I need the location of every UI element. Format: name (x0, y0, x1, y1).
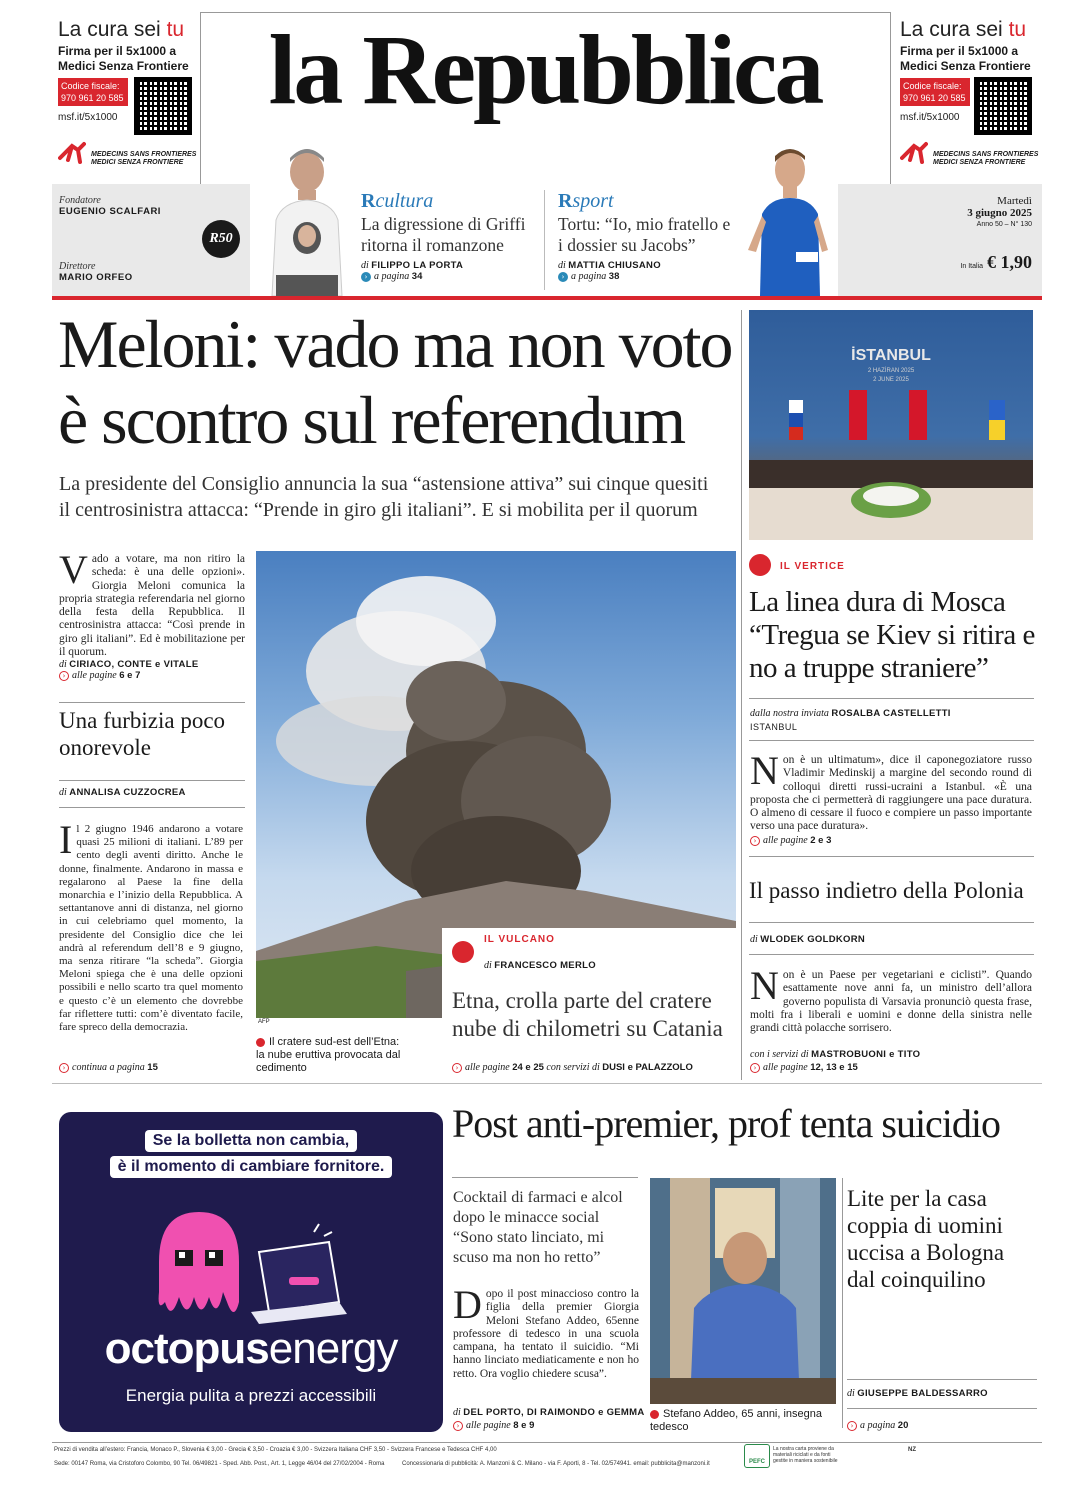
opinion-author: ANNALISA CUZZOCREA (69, 787, 186, 798)
teaser-sport[interactable] (558, 190, 738, 282)
director (59, 261, 133, 283)
founder-label: Fondatore (59, 195, 101, 206)
prof-byline (453, 1407, 645, 1418)
ad-title: La cura sei (900, 18, 1009, 41)
lead-deck-line: La presidente del Consiglio annuncia la sua “astensione attiva” sui cinque quesiti (59, 473, 709, 495)
etna-caption-text: Il cratere sud-est dell’Etna: la nube eruttiva provocata dal cedimento (256, 1036, 401, 1074)
byline-prefix: di (453, 1407, 461, 1418)
prof-deck: Cocktail di farmaci e alcol dopo le minacce social “Sono stato linciato, mi scuso ma non ho retto” (453, 1189, 623, 1266)
prof-photo[interactable] (650, 1178, 836, 1404)
msf-runner-icon (900, 140, 928, 164)
lead-byline: CIRIACO, CONTE e VITALE (69, 659, 199, 670)
price-label: In Italia (960, 263, 983, 270)
volcano-refs[interactable] (452, 1062, 693, 1073)
photo-sign: İSTANBUL (851, 347, 931, 364)
prof-headline[interactable]: Post anti-premier, prof tenta suicidio (452, 1101, 1001, 1146)
issue-date: 3 giugno 2025 (967, 207, 1032, 219)
page-number: 34 (411, 271, 423, 282)
pefc-logo: PEFC (744, 1444, 770, 1468)
bologna-title[interactable]: Lite per la casa coppia di uomini uccisa a Bologna dal coinquilino (847, 1186, 1005, 1292)
ad-octopus-line: è il momento di cambiare fornitore. (110, 1156, 393, 1178)
page-number: 12, 13 e 15 (810, 1062, 858, 1073)
ad-line: Medici Senza Frontiere (900, 59, 1031, 73)
section-rule (52, 1083, 1042, 1084)
byline-prefix: di (558, 260, 566, 271)
qr-code-icon (974, 77, 1032, 135)
rule (847, 1379, 1037, 1380)
caption-dot-icon (650, 1410, 659, 1419)
prof-body (453, 1282, 639, 1381)
page-number: 38 (608, 271, 620, 282)
page-prefix: a pagina (860, 1420, 896, 1431)
summit-body-text: on è un ultimatum», dice il caponegoziatore russo Vladimir Medinskij a margine del secondo round di colloqui diretti russi-ucraini a Istanbul. «È una proposta che ci permetterà di raggiungere una pace duratura. O almeno di cessare il fuoco e compiere un passo importante verso una pace duratura». (750, 754, 1032, 833)
prof-refs[interactable] (453, 1420, 534, 1431)
teaser-divider (544, 190, 545, 290)
brand-octopus: octopus (104, 1324, 269, 1373)
msf-org: MEDECINS SANS FRONTIERES (91, 151, 197, 158)
section-r: R (558, 190, 573, 212)
rule (749, 954, 1034, 955)
photo-sign-sub: 2 HAZİRAN 2025 (867, 368, 915, 374)
section-name: sport (572, 190, 614, 212)
footer-sede: Sede: 00147 Roma, via Cristoforo Colombo, 90 Tel. 06/49821 - Sped. Abb. Post., Art. 1, Legge 46/04 del 27/02/2004 - Roma (54, 1461, 385, 1467)
volcano-kicker: IL VULCANO (484, 934, 555, 945)
ad-line: Firma per il 5x1000 a (900, 44, 1019, 58)
service-authors: DUSI e PALAZZOLO (602, 1062, 693, 1073)
qr-code-icon (134, 77, 192, 135)
byline-prefix: di (750, 934, 758, 945)
msf-runner-icon (58, 140, 86, 164)
poland-body (750, 963, 1032, 1035)
byline-prefix: di (484, 960, 492, 971)
page-prefix: alle pagine (465, 1062, 510, 1073)
services-prefix: con i servizi di (750, 1049, 809, 1060)
ad-code-label: Codice fiscale: (903, 81, 962, 91)
photo-credit: AFP (258, 1019, 270, 1025)
price: € 1,90 (987, 252, 1032, 272)
newspaper-icon (749, 554, 771, 576)
ad-line: Medici Senza Frontiere (58, 59, 189, 73)
ad-line: Firma per il 5x1000 a (58, 44, 177, 58)
summit-byline (750, 708, 951, 719)
summit-title[interactable]: La linea dura di Mosca “Tregua se Kiev si ritira e no a truppe straniere” (749, 586, 1035, 684)
poland-title[interactable]: Il passo indietro della Polonia (749, 878, 1024, 903)
arrow-icon: › (453, 1421, 463, 1431)
footer-rule (52, 1442, 1042, 1443)
footer-concessionaria: Concessionaria di pubblicità: A. Manzoni & C. Milano - via F. Aporti, 8 - Tel. 02/574941. email: pubblicita@manzoni.it (402, 1461, 710, 1467)
prof-authors: DEL PORTO, DI RAIMONDO e GEMMA (463, 1407, 645, 1418)
opinion-byline (59, 787, 186, 798)
lead-headline[interactable] (58, 306, 748, 458)
newspaper-icon (452, 941, 474, 963)
brand-energy: energy (268, 1324, 398, 1373)
istanbul-photo[interactable] (749, 310, 1033, 540)
volcano-byline (484, 960, 596, 971)
issue-info (850, 195, 1032, 273)
byline-prefix: di (361, 260, 369, 271)
dropcap: V (59, 547, 88, 592)
ad-title: La cura sei (58, 18, 167, 41)
page-prefix: a pagina (374, 271, 410, 282)
summit-body (750, 748, 1032, 834)
dropcap: D (453, 1282, 482, 1327)
opinion-body-text: l 2 giugno 1946 andarono a votare quasi 25 milioni di italiani. L’89 per cento degli aventi diritto. Anche le donne, finalmente. Andarono in massa e regalarono al Paese la fine della monarchia e l’inizio della Repubblica. A settantanove anni di distanza, nel giorno in cui celebriamo quel momento, la presidente del Consiglio dice che lei andrà al referendum dell’8 e 9 giugno, ma senza ritirare “la scheda”. Giorgia Meloni spiega che è una delle opzioni possibili e nello scarto tra quel momento e questo c’è un elemento che dovrebbe far riflettere tutti: com’è diventato facile, fare spreco della democrazia. (59, 823, 243, 1034)
prof-body-text: opo il post minaccioso contro la figlia della premier Giorgia Meloni Stefano Addeo, 65enne professore di tedesco in una scuola campana, ha tentato il suicidio. “Mi hanno linciato mediaticamente e non ho retto. Ora voglio chiedere scusa”. (453, 1288, 639, 1380)
founder (59, 195, 161, 217)
ad-octopus-line: Se la bolletta non cambia, (145, 1130, 358, 1152)
dropcap: N (750, 963, 779, 1008)
photo-sign-sub: 2 JUNE 2025 (873, 377, 909, 383)
ad-url: msf.it/5x1000 (58, 112, 118, 123)
arrow-icon: › (750, 1063, 760, 1073)
teaser-cultura[interactable] (361, 190, 541, 282)
column-rule (741, 310, 742, 1080)
dropcap: I (59, 817, 73, 862)
rule (749, 740, 1034, 741)
rule (59, 807, 245, 808)
prof-caption (650, 1408, 836, 1434)
page-prefix: alle pagine (72, 670, 117, 681)
msf-org: MEDICI SENZA FRONTIERE (91, 159, 184, 166)
teaser-author: MATTIA CHIUSANO (568, 260, 661, 271)
page-number: 24 e 25 (512, 1062, 544, 1073)
arrow-icon: › (452, 1063, 462, 1073)
rule (749, 698, 1034, 699)
caption-dot-icon (256, 1038, 265, 1047)
arrow-icon: › (750, 836, 760, 846)
page-number: 20 (897, 1420, 909, 1431)
arrow-icon: › (59, 671, 69, 681)
ad-title-accent: tu (1008, 18, 1027, 41)
msf-org: MEDECINS SANS FRONTIERES (933, 151, 1039, 158)
footer-nz: NZ (908, 1447, 916, 1453)
poland-services (750, 1049, 920, 1060)
volcano-title: Etna, crolla parte del cratere nube di chilometri su Catania (452, 988, 723, 1041)
page-prefix: alle pagine (466, 1420, 511, 1431)
lead-deck (59, 471, 749, 523)
header-red-rule (52, 296, 1042, 300)
summit-kicker: IL VERTICE (780, 561, 845, 572)
rule (59, 780, 245, 781)
pefc-text: La nostra carta proviene da materiali riciclati e da fonti gestite in maniera sostenibile (773, 1446, 838, 1464)
byline-prefix: di (847, 1388, 855, 1399)
etna-caption (256, 1036, 406, 1075)
bologna-author: GIUSEPPE BALDESSARRO (857, 1388, 988, 1399)
section-name: cultura (375, 190, 434, 212)
page-number: 15 (147, 1062, 158, 1073)
poland-byline (750, 934, 865, 945)
poland-refs[interactable] (750, 1062, 858, 1073)
ad-octopus-tagline: Energia pulita a prezzi accessibili (125, 1386, 377, 1405)
rule (59, 702, 245, 703)
teaser-photo-author (262, 140, 352, 296)
footer-prices: Prezzi di vendita all’estero: Francia, Monaco P., Slovenia € 3,00 - Grecia € 3,50 - Croazia € 3,00 - Svizzera Italiana CHF 3,50 - Svizzera Francese e Tedesca CHF 4,00 (54, 1447, 497, 1453)
page-prefix: continua a pagina (72, 1062, 145, 1073)
rule (452, 1177, 638, 1178)
section-r: R (361, 190, 376, 212)
issue-weekday: Martedì (997, 195, 1032, 207)
poland-service-authors: MASTROBUONI e TITO (811, 1049, 921, 1060)
octopus-logo (79, 1324, 423, 1374)
header-rule (890, 12, 891, 184)
lead-headline-line: Meloni: vado ma non voto (58, 306, 732, 382)
page-number[interactable]: 6 e 7 (119, 670, 141, 681)
teaser-photo-athlete (740, 140, 836, 296)
bologna-byline (847, 1388, 988, 1399)
ad-code-value: 970 961 20 585 (903, 93, 966, 103)
page-number: 2 e 3 (810, 835, 832, 846)
arrow-icon: › (847, 1421, 857, 1431)
director-name: MARIO ORFEO (59, 272, 133, 283)
octopus-mascot-icon (139, 1192, 379, 1332)
lead-body (59, 547, 245, 659)
ad-title-accent: tu (166, 18, 185, 41)
arrow-icon: › (558, 272, 568, 282)
poland-author: WLODEK GOLDKORN (760, 934, 866, 945)
r50-badge: R50 (202, 220, 240, 258)
teaser-title: Tortu: “Io, mio fratello e i dossier su Jacobs” (558, 214, 731, 255)
ad-code-value: 970 961 20 585 (61, 93, 124, 103)
msf-org: MEDICI SENZA FRONTIERE (933, 159, 1026, 166)
ad-octopus-energy[interactable] (59, 1112, 443, 1432)
page-number: 8 e 9 (513, 1420, 535, 1431)
lead-deck-line: il centrosinistra attacca: “Prende in giro gli italiani”. E si mobilita per il quorum (59, 499, 698, 521)
page-prefix: a pagina (571, 271, 607, 282)
page-prefix: alle pagine (763, 835, 808, 846)
opinion-continue[interactable] (59, 1062, 158, 1073)
arrow-icon: › (59, 1063, 69, 1073)
rule (749, 922, 1034, 923)
dropcap: N (750, 748, 779, 793)
column-rule (842, 1178, 843, 1428)
services-prefix: con servizi di (546, 1062, 600, 1073)
ad-url: msf.it/5x1000 (900, 112, 960, 123)
masthead[interactable]: la Repubblica (268, 14, 822, 125)
volcano-author: FRANCESCO MERLO (494, 960, 596, 971)
prof-caption-text: Stefano Addeo, 65 anni, insegna tedesco (650, 1408, 823, 1433)
issue-number: Anno 50 – N° 130 (976, 221, 1032, 228)
opinion-title[interactable]: Una furbizia poco onorevole (59, 708, 226, 760)
lead-headline-line: è scontro sul referendum (58, 382, 685, 458)
rule (847, 1408, 1037, 1409)
ad-octopus-headline (73, 1130, 429, 1178)
summit-refs[interactable] (750, 835, 831, 846)
summit-author: ROSALBA CASTELLETTI (831, 708, 951, 719)
byline-prefix: di (59, 787, 67, 798)
bologna-refs[interactable] (847, 1420, 908, 1431)
page-prefix: alle pagine (763, 1062, 808, 1073)
lead-refs (59, 659, 245, 681)
ad-code-label: Codice fiscale: (61, 81, 120, 91)
lead-body-text: ado a votare, ma non ritiro la scheda: è una delle opzioni». Giorgia Meloni comunica la propria strategia referendaria nel giorno della festa della Repubblica. Il centrosinistra attacca: “Così prende in giro gli italiani”. Ed è mobilitazione per il quorum. (59, 553, 245, 659)
arrow-icon: › (361, 272, 371, 282)
director-label: Direttore (59, 261, 96, 272)
teaser-title: La digressione di Griffi ritorna il romanzone (361, 214, 526, 255)
founder-name: EUGENIO SCALFARI (59, 206, 161, 217)
summit-place: ISTANBUL (750, 722, 798, 732)
teaser-author: FILIPPO LA PORTA (371, 260, 464, 271)
opinion-body (59, 817, 243, 1034)
poland-body-text: on è un Paese per vegetariani e ciclisti”. Quando esattamente nove anni fa, un ministro dell’allora governo populista di Varsavia pronunciò questa frase, molti fra i liberali e uomini e donne della sinistra nelle grandi città polacche sorrisero. (750, 969, 1032, 1035)
byline-prefix: dalla nostra inviata (750, 708, 829, 719)
rule (749, 856, 1034, 857)
byline-prefix: di (59, 659, 67, 670)
